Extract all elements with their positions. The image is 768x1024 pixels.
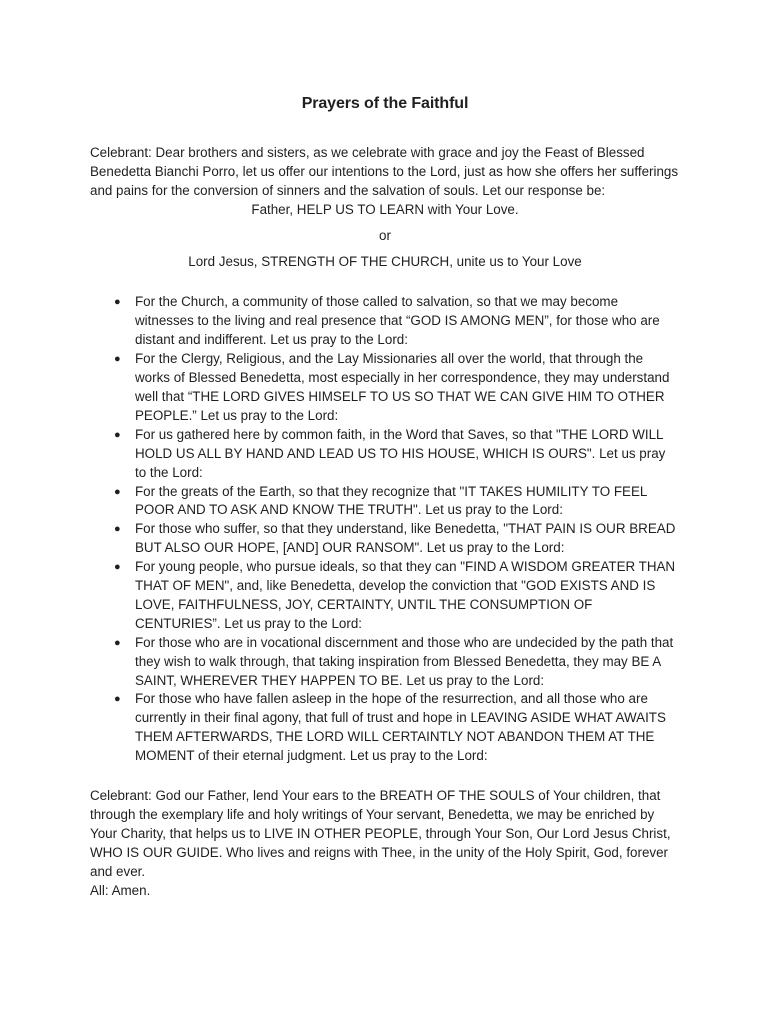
bullet-icon: ● xyxy=(114,485,121,498)
petition-text: For us gathered here by common faith, in the Word that Saves, so that "THE LORD WILL HOLD US ALL BY HAND AND LEAD US TO HIS HOUSE, WHICH IS OURS". Let us pray to the Lord: xyxy=(135,426,666,480)
petition-item xyxy=(90,558,680,634)
bullet-icon: ● xyxy=(114,353,121,366)
petition-item xyxy=(90,293,680,350)
document-page xyxy=(90,94,680,901)
petition-text: For those who suffer, so that they understand, like Benedetta, "THAT PAIN IS OUR BREAD BUT ALSO OUR HOPE, [AND] OUR RANSOM". Let us pray to the Lord: xyxy=(135,521,676,556)
bullet-icon: ● xyxy=(114,636,121,649)
page-title: Prayers of the Faithful xyxy=(301,95,469,112)
response-option-2: Lord Jesus, STRENGTH OF THE CHURCH, unite us to Your Love xyxy=(188,253,582,269)
petitions-list xyxy=(90,293,680,766)
intro-paragraph: Celebrant: Dear brothers and sisters, as we celebrate with grace and joy the Feast of Blessed Benedetta Bianchi Porro, let us offer our intentions to the Lord, just as how she offers her sufferings and pains for the conversion of sinners and the salvation of souls. Let our response be: xyxy=(90,145,679,198)
petition-text: For those who have fallen asleep in the hope of the resurrection, and all those who are currently in their final agony, that full of trust and hope in LEAVING ASIDE WHAT AWAITS THEM AFTERWARDS, THE LORD WILL CERTAINTLY NOT ABANDON THEM AT THE MOMENT of their eternal judgment. Let us pray to the Lord: xyxy=(135,691,666,764)
amen-line: All: Amen. xyxy=(90,882,151,898)
response-option-1: Father, HELP US TO LEARN with Your Love. xyxy=(251,201,519,217)
petition-text: For the Clergy, Religious, and the Lay Missionaries all over the world, that through the works of Blessed Benedetta, most especially in her correspondence, they may understand well that “THE LORD GIVES HIMSELF TO US SO THAT WE CAN GIVE HIM TO OTHER PEOPLE.” Let us pray to the Lord: xyxy=(135,351,670,423)
petition-text: For young people, who pursue ideals, so that they can "FIND A WISDOM GREATER THAN THAT OF MEN", and, like Benedetta, develop the conviction that "GOD EXISTS AND IS LOVE, FAITHFULNESS, JOY, CERTAINTY, UNTIL THE CONSUMPTION OF CENTURIES”. Let us pray to the Lord: xyxy=(135,559,676,631)
petition-item xyxy=(90,520,680,558)
bullet-icon: ● xyxy=(114,296,121,309)
petition-item xyxy=(90,350,680,426)
bullet-icon: ● xyxy=(114,523,121,536)
petition-item xyxy=(90,426,680,483)
petition-text: For the Church, a community of those called to salvation, so that we may become witnesses to the living and real presence that “GOD IS AMONG MEN”, for those who are distant and indifferent. Let us pray to the Lord: xyxy=(135,294,660,348)
bullet-icon: ● xyxy=(114,428,121,441)
closing-prayer: Celebrant: God our Father, lend Your ears to the BREATH OF THE SOULS of Your children, that through the exemplary life and holy writings of Your servant, Benedetta, we may be enriched by Your Charity, that helps us to LIVE IN OTHER PEOPLE, through Your Son, Our Lord Jesus Christ, WHO IS OUR GUIDE. Who lives and reigns with Thee, in the unity of the Holy Spirit, God, forever and ever. xyxy=(90,788,671,879)
petition-text: For the greats of the Earth, so that they recognize that "IT TAKES HUMILITY TO FEEL POOR AND TO ASK AND KNOW THE TRUTH". Let us pray to the Lord: xyxy=(135,483,647,518)
bullet-icon: ● xyxy=(114,693,121,706)
response-or: or xyxy=(379,227,391,243)
petition-item xyxy=(90,634,680,691)
petition-item xyxy=(90,690,680,766)
petition-item xyxy=(90,483,680,521)
bullet-icon: ● xyxy=(114,561,121,574)
petition-text: For those who are in vocational discernment and those who are undecided by the path that they wish to walk through, that taking inspiration from Blessed Benedetta, they may BE A SAINT, WHEREVER THEY HAPPEN TO BE. Let us pray to the Lord: xyxy=(135,634,674,688)
